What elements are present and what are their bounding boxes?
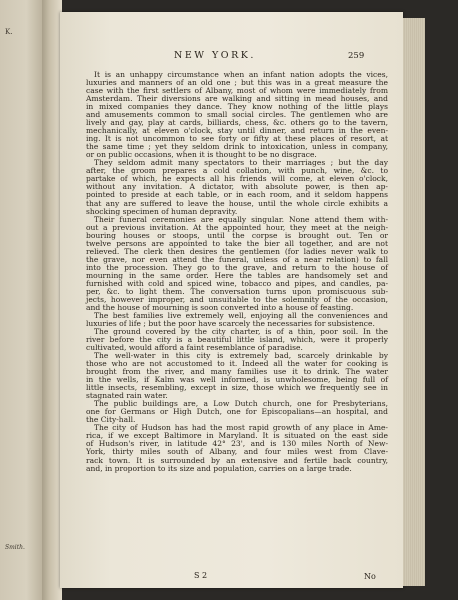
text-line: The city of Hudson has had the most rapid growth of any place in Ame- <box>94 423 388 433</box>
left-page-signature-letter: K. <box>5 28 13 36</box>
text-line: ing. It is not uncommon to see forty or fifty at these places of resort, at <box>86 134 388 144</box>
text-line: It is an unhappy circumstance when an infant nation adopts the vices, <box>94 70 388 79</box>
printer-signature: S 2 <box>194 571 208 580</box>
text-line: without any invitation. A dictator, with absolute power, is then ap- <box>86 182 388 192</box>
text-line: the grave, nor even attend the funeral, unless of a near relation) to fall <box>86 254 388 264</box>
text-line: relieved. The clerk then desires the gentlemen (for ladies never walk to <box>86 246 388 256</box>
book-gutter <box>42 0 62 600</box>
text-line: jects, however improper, and unsuitable to the solemnity of the occasion, <box>86 294 388 304</box>
text-line: brought from the river, and many families use it to drink. The water <box>86 367 388 377</box>
text-line: the same time ; yet they seldom drink to intoxication, unless in company, <box>86 142 388 152</box>
text-line: river before the city is a beautiful little island, which, were it properly <box>86 335 388 345</box>
page-edges <box>403 18 425 586</box>
text-line: luxuries and manners of an old one ; but this was in a great measure the <box>86 78 388 88</box>
left-page-footnote: Smith. <box>5 544 25 551</box>
text-line: twelve persons are appointed to take the bier all together, and are not <box>86 238 388 248</box>
text-line: one for Germans or High Dutch, one for Episcopalians—an hospital, and <box>86 407 388 417</box>
text-line: The public buildings are, a Low Dutch church, one for Presbyterians, <box>94 399 388 409</box>
page-header <box>60 50 403 64</box>
page-footer <box>60 571 403 583</box>
text-line: The best families live extremely well, enjoying all the conveniences and <box>94 310 388 320</box>
text-line: and the house of mourning is soon converted into a house of feasting. <box>86 302 354 312</box>
text-line: in mixed companies they dance. They know nothing of the little plays <box>86 102 388 112</box>
body-text <box>86 71 388 473</box>
text-line: furnished with cold and spiced wine, tobacco and pipes, and candles, pa- <box>86 278 388 288</box>
text-line: pointed to preside at each table, or in each room, and it seldom happens <box>86 190 388 200</box>
running-head: NEW YORK. <box>174 50 256 61</box>
text-line: the City-hall. <box>86 415 136 425</box>
text-line: Amsterdam. Their diversions are walking and sitting in mead houses, and <box>86 94 388 104</box>
text-line: rica, if we except Baltimore in Maryland. It is situated on the east side <box>86 431 388 441</box>
text-line: those who are not accustomed to it. Indeed all the water for cooking is <box>86 359 388 369</box>
text-line: into the procession. They go to the grave, and return to the house of <box>86 262 388 272</box>
text-line: of Hudson's river, in latitude 42° 23', and is 130 miles North of New- <box>86 439 388 449</box>
text-line: lively and gay, play at cards, billiards, chess, &c. others go to the tavern, <box>86 118 388 128</box>
text-line: York, thirty miles south of Albany, and four miles west from Clave- <box>86 447 388 457</box>
text-line: out a previous invitation. At the appointed hour, they meet at the neigh- <box>86 222 388 232</box>
text-line: mourning in the same order. Here the tables are handsomely set and <box>86 270 388 280</box>
catchword: No <box>364 572 376 581</box>
text-line: partake of which, he expects all his friends will come, at eleven o'clock, <box>86 174 388 184</box>
text-line: and amusements common to small social circles. The gentlemen who are <box>86 110 388 120</box>
text-line: in the wells, if Kalm was well informed, is unwholesome, being full of <box>86 375 388 385</box>
text-line: bouring houses or stoops, until the corpse is brought out. Ten or <box>86 230 388 240</box>
text-line: per, &c. to light them. The conversation turns upon promiscuous sub- <box>86 286 388 296</box>
text-line: cultivated, would afford a faint resemblance of paradise. <box>86 343 303 353</box>
text-line: luxuries of life ; but the poor have scarcely the necessaries for subsistence. <box>86 318 375 328</box>
page-number: 259 <box>348 51 365 61</box>
text-line: little insects, resembling, except in size, those which we frequently see in <box>86 383 388 393</box>
text-line: Their funeral ceremonies are equally singular. None attend them with- <box>94 214 388 224</box>
text-line: mechanically, at eleven o'clock, stay until dinner, and return in the even- <box>86 126 388 136</box>
text-line: rack town. It is surrounded by an extensive and fertile back country, <box>86 455 388 465</box>
text-line: case with the first settlers of Albany, most of whom were immediately from <box>86 86 388 96</box>
text-line: and, in proportion to its size and population, carries on a large trade. <box>86 463 352 473</box>
text-line: or on public occasions, when it is thought to be no disgrace. <box>86 150 317 160</box>
text-line: shocking specimen of human depravity. <box>86 206 238 216</box>
text-line: They seldom admit many spectators to their marriages ; but the day <box>94 158 388 168</box>
text-line: that any are suffered to leave the house, until the whole circle exhibits a <box>86 198 388 208</box>
text-line: after, the groom prepares a cold collation, with punch, wine, &c. to <box>86 166 388 176</box>
text-line: The ground covered by the city charter, is of a thin, poor soil. In the <box>94 327 388 336</box>
text-line: The well-water in this city is extremely bad, scarcely drinkable by <box>94 351 388 361</box>
text-line: stagnated rain water. <box>86 391 168 401</box>
facing-page <box>0 0 44 600</box>
